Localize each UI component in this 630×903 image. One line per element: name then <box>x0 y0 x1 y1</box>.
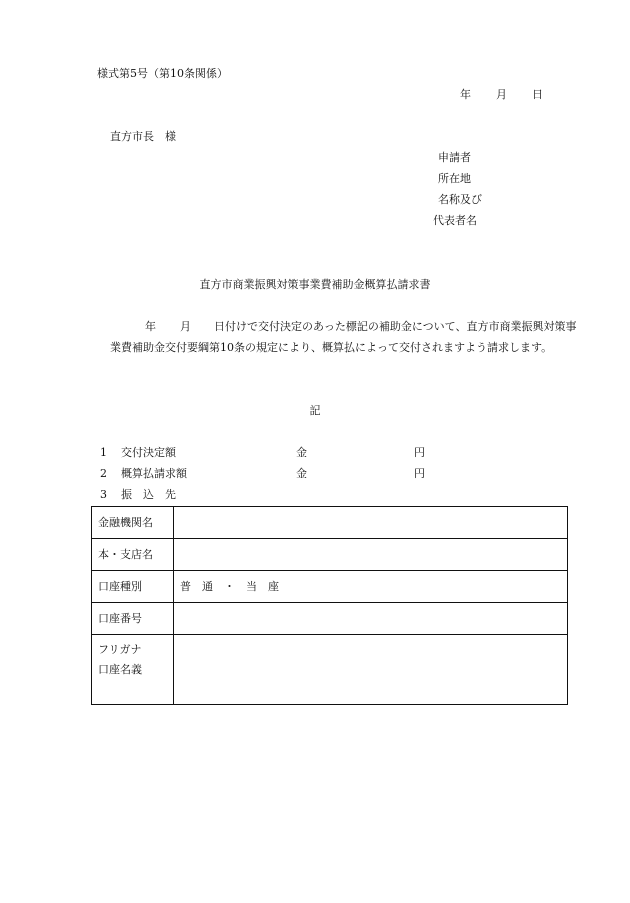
body-month: 月 <box>180 320 191 333</box>
bank-row-bank-name <box>92 507 568 539</box>
date-line <box>0 89 630 103</box>
account-name-field[interactable] <box>174 635 568 705</box>
body-paragraph <box>110 316 580 358</box>
item-1-yen: 円 <box>414 446 425 459</box>
item-1-label: 交付決定額 <box>121 446 176 459</box>
branch-label: 本・支店名 <box>92 539 174 571</box>
item-3-num: 3 <box>100 488 107 501</box>
furigana-label: フリガナ <box>98 643 142 656</box>
account-type-value[interactable]: 普 通 ・ 当 座 <box>174 571 568 603</box>
date-year: 年 <box>460 88 471 101</box>
item-1-num: 1 <box>100 446 107 459</box>
applicant-rep-label: 代表者名 <box>433 214 477 227</box>
bank-name-label: 金融機関名 <box>92 507 174 539</box>
bank-row-account-type <box>92 571 568 603</box>
bank-row-account-name <box>92 635 568 705</box>
item-3-label: 振 込 先 <box>121 488 176 501</box>
account-name-label-cell <box>92 635 174 705</box>
body-year: 年 <box>145 320 156 333</box>
item-2-kin: 金 <box>296 467 307 480</box>
bank-name-field[interactable] <box>174 507 568 539</box>
form-id: 様式第5号（第10条関係） <box>97 67 228 80</box>
applicant-header: 申請者 <box>438 151 471 164</box>
body-text: 日付けで交付決定のあった標記の補助金について、直方市商業振興対策事業費補助金交付要綱第10条の規定により、概算払によって交付されますよう請求します。 <box>110 320 577 354</box>
bank-row-branch <box>92 539 568 571</box>
applicant-name-label: 名称及び <box>438 193 482 206</box>
item-2-num: 2 <box>100 467 107 480</box>
document-title: 直方市商業振興対策事業費補助金概算払請求書 <box>199 278 431 291</box>
bank-table <box>91 506 568 705</box>
account-type-label: 口座種別 <box>92 571 174 603</box>
item-2-label: 概算払請求額 <box>121 467 187 480</box>
branch-field[interactable] <box>174 539 568 571</box>
applicant-address-label: 所在地 <box>438 172 471 185</box>
bank-row-account-number <box>92 603 568 635</box>
account-number-field[interactable] <box>174 603 568 635</box>
item-2-yen: 円 <box>414 467 425 480</box>
date-month: 月 <box>496 88 507 101</box>
account-number-label: 口座番号 <box>92 603 174 635</box>
ki-heading: 記 <box>309 404 321 417</box>
date-day: 日 <box>532 88 543 101</box>
account-name-label: 口座名義 <box>98 663 142 676</box>
item-1-kin: 金 <box>296 446 307 459</box>
addressee: 直方市長 様 <box>110 130 176 143</box>
